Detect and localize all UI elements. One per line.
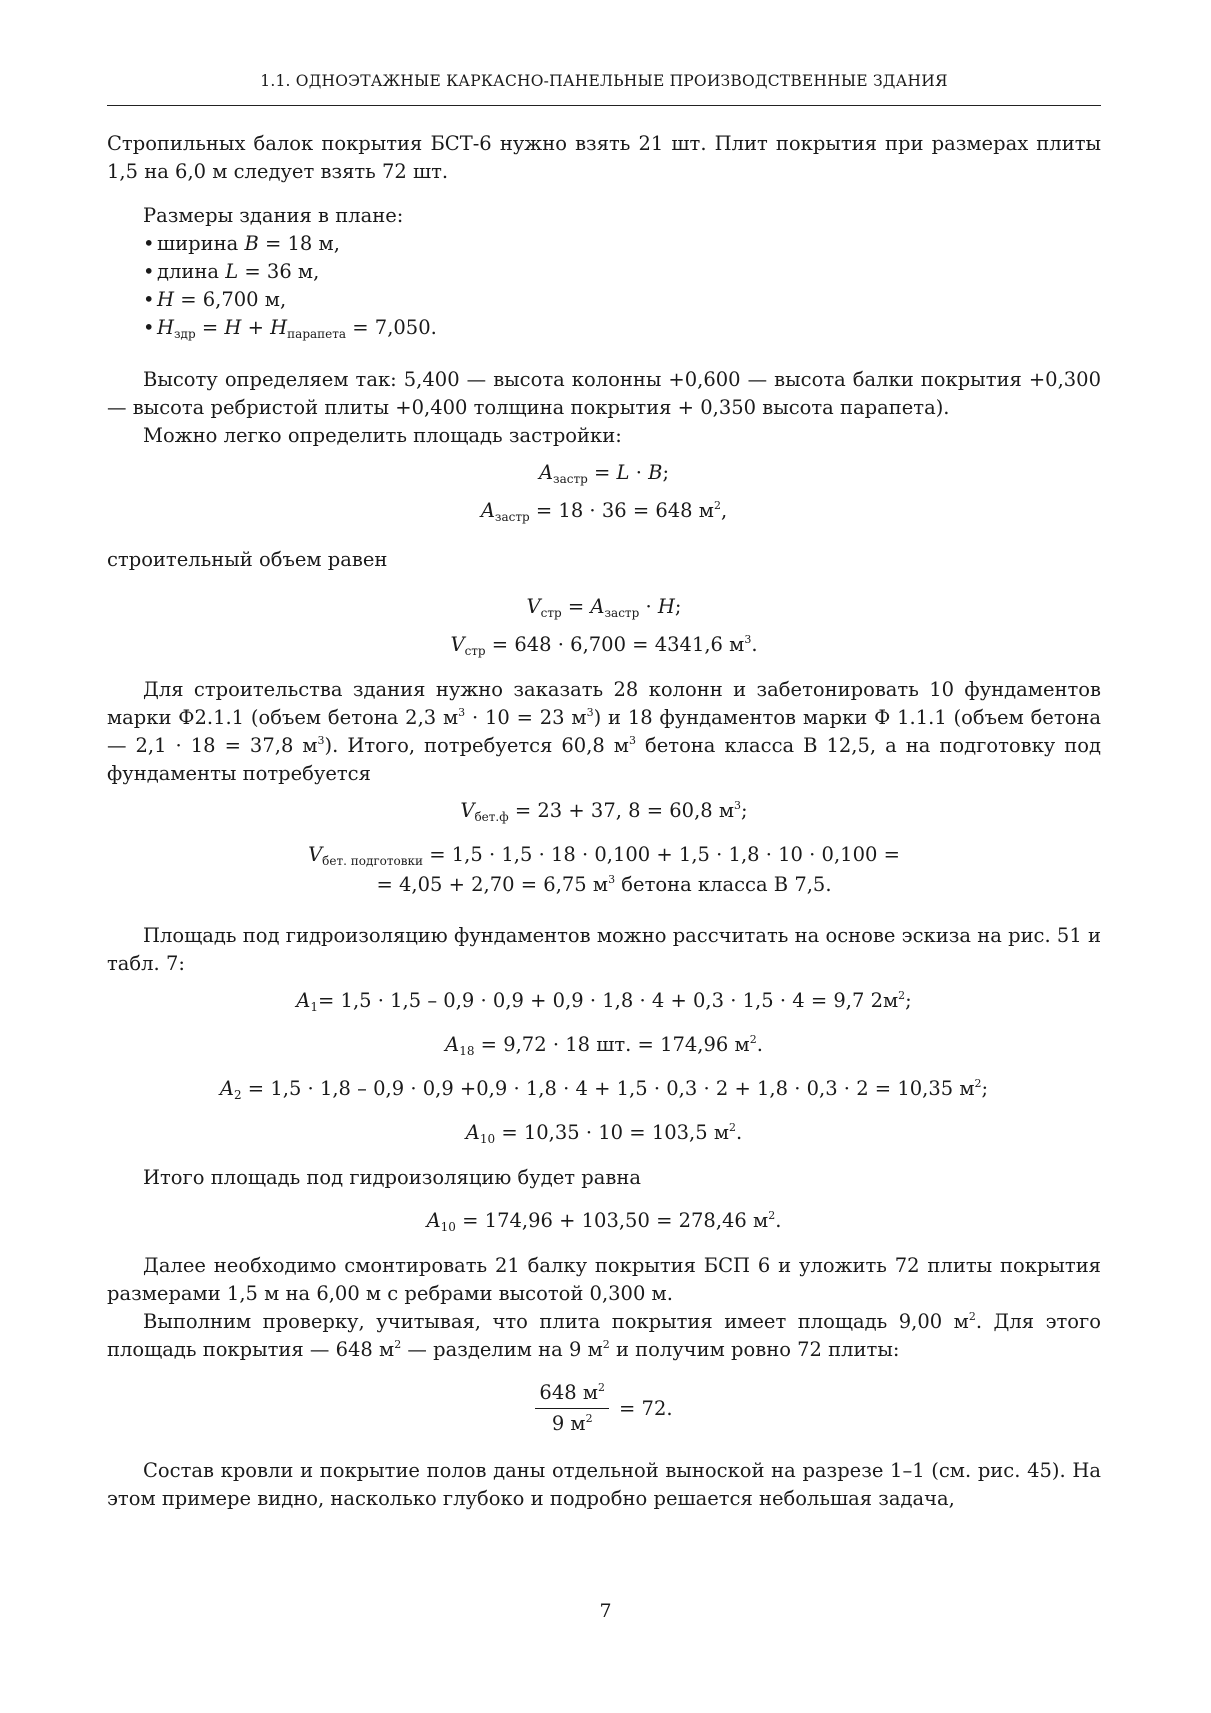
formula-a10: $A_{10} = 10,35 \cdot 10 = 103,5$ $м^2$. (465, 1121, 743, 1146)
formula-slab-count (107, 1380, 1101, 1437)
paragraph-volume: строительный объем равен (107, 548, 388, 571)
header-rule (107, 105, 1101, 106)
formula-concrete-base-result: = 4,05 + 2,70 = 6,75 $м^3$ бетона класса В 7,5. (376, 873, 832, 896)
formula-concrete-base: $V_{бет. подготовки} = 1,5 \cdot 1,5 \cdot 18 \cdot 0,100 + 1,5 \cdot 1,8 \cdot 10 \cdot 0,100$ = (308, 843, 900, 868)
dimension-total-height: • $H_{здр} = H + H_{парапета} = 7,050$. (107, 314, 1101, 342)
formula-concrete-foundation: $V_{бет.ф} = 23 + 37$, 8 = 60,8 $м^3$; (460, 799, 748, 824)
formula-area-value: $A_{застр} = 18 \cdot 36 = 648$ $м^2$, (480, 499, 728, 524)
formula-area: $A_{застр} = L \cdot B$; (538, 461, 670, 486)
dimensions-list (107, 230, 1101, 342)
paragraph-mounting: Далее необходимо смонтировать 21 балку покрытия БСП 6 и уложить 72 плиты покрытия размерами 1,5 м на 6,00 м с ребрами высотой 0,300 м. (107, 1254, 1101, 1305)
paragraph-height: Высоту определяем так: 5,400 — высота колонны +0,600 — высота балки покрытия +0,300 — высота ребристой плиты +0,400 толщина покрытия + 0,350 высота парапета). (107, 368, 1101, 419)
fraction (535, 1380, 609, 1437)
paragraph-foundations: Для строительства здания нужно заказать 28 колонн и забетонировать 10 фундаментов марки Ф2.1.1 (объем бетона 2,3 $м^3 \cdot 10 = 23$ $м^3$) и 18 фундаментов марки Ф 1.1.1 (объем бетона — 2,1 · 18 = 37,8 $м^3$). Итого, потребуется 60,8 $м^3$ бетона класса В 12,5, а на подготовку под фундаменты потребуется (107, 678, 1101, 785)
dimension-width: • ширина B = 18 м, (107, 230, 1101, 258)
dimension-length: • длина L = 36 м, (107, 258, 1101, 286)
formula-a1: $A_1= 1,5 \cdot 1,5 - 0,9 \cdot 0,9 + 0,9 \cdot 1,8 \cdot 4 + 0,3 \cdot 1,5 \cdot 4 = 9,7$ $2м^2$; (296, 989, 912, 1014)
fraction-denominator: 9 $м^2$ (551, 1412, 593, 1435)
dimensions-intro: Размеры здания в плане: (143, 204, 404, 227)
paragraph-total: Итого площадь под гидроизоляцию будет равна (143, 1166, 642, 1189)
running-header: 1.1. ОДНОЭТАЖНЫЕ КАРКАСНО-ПАНЕЛЬНЫЕ ПРОИЗВОДСТВЕННЫЕ ЗДАНИЯ (260, 72, 948, 90)
paragraph-roof: Состав кровли и покрытие полов даны отдельной выноской на разрезе 1–1 (см. рис. 45). На этом примере видно, насколько глубоко и подробно решается небольшая задача, (107, 1459, 1101, 1510)
fraction-numerator: 648 $м^2$ (535, 1380, 609, 1409)
dimension-height: • H = 6,700 м, (107, 286, 1101, 314)
formula-a18: $A_{18} = 9,72 \cdot 18$ шт. = 174,96 $м^2$. (445, 1033, 763, 1058)
page-number: 7 (599, 1600, 612, 1622)
formula-a2: $A_2 = 1,5 \cdot 1,8 - 0,9 \cdot 0,9 +0,9 \cdot 1,8 \cdot 4 + 1,5 \cdot 0,3 \cdot 2 + 1,8 \cdot 0,3 \cdot 2 = 10,35$ $м^2$; (219, 1077, 989, 1102)
formula-total-area: $A_{10} = 174,96 + 103,50 = 278,46$ $м^2$. (426, 1209, 782, 1234)
formula-volume-value: $V_{стр} = 648 \cdot 6,700 = 4341,6$ $м^3$. (450, 633, 758, 658)
paragraph-hydro: Площадь под гидроизоляцию фундаментов можно рассчитать на основе эскиза на рис. 51 и табл. 7: (107, 924, 1101, 975)
paragraph-beams: Стропильных балок покрытия БСТ-6 нужно взять 21 шт. Плит покрытия при размерах плиты 1,5 на 6,0 м следует взять 72 шт. (107, 132, 1101, 183)
formula-volume: $V_{стр} = A_{застр} \cdot H$; (526, 595, 682, 620)
paragraph-check: Выполним проверку, учитывая, что плита покрытия имеет площадь 9,00 $м^2$. Для этого площадь покрытия — 648 $м^2$ — разделим на 9 $м^2$ и получим ровно 72 плиты: (107, 1310, 1102, 1361)
paragraph-area-intro: Можно легко определить площадь застройки: (143, 424, 622, 447)
fraction-result: = 72. (619, 1396, 673, 1420)
page-body (107, 130, 1101, 1513)
